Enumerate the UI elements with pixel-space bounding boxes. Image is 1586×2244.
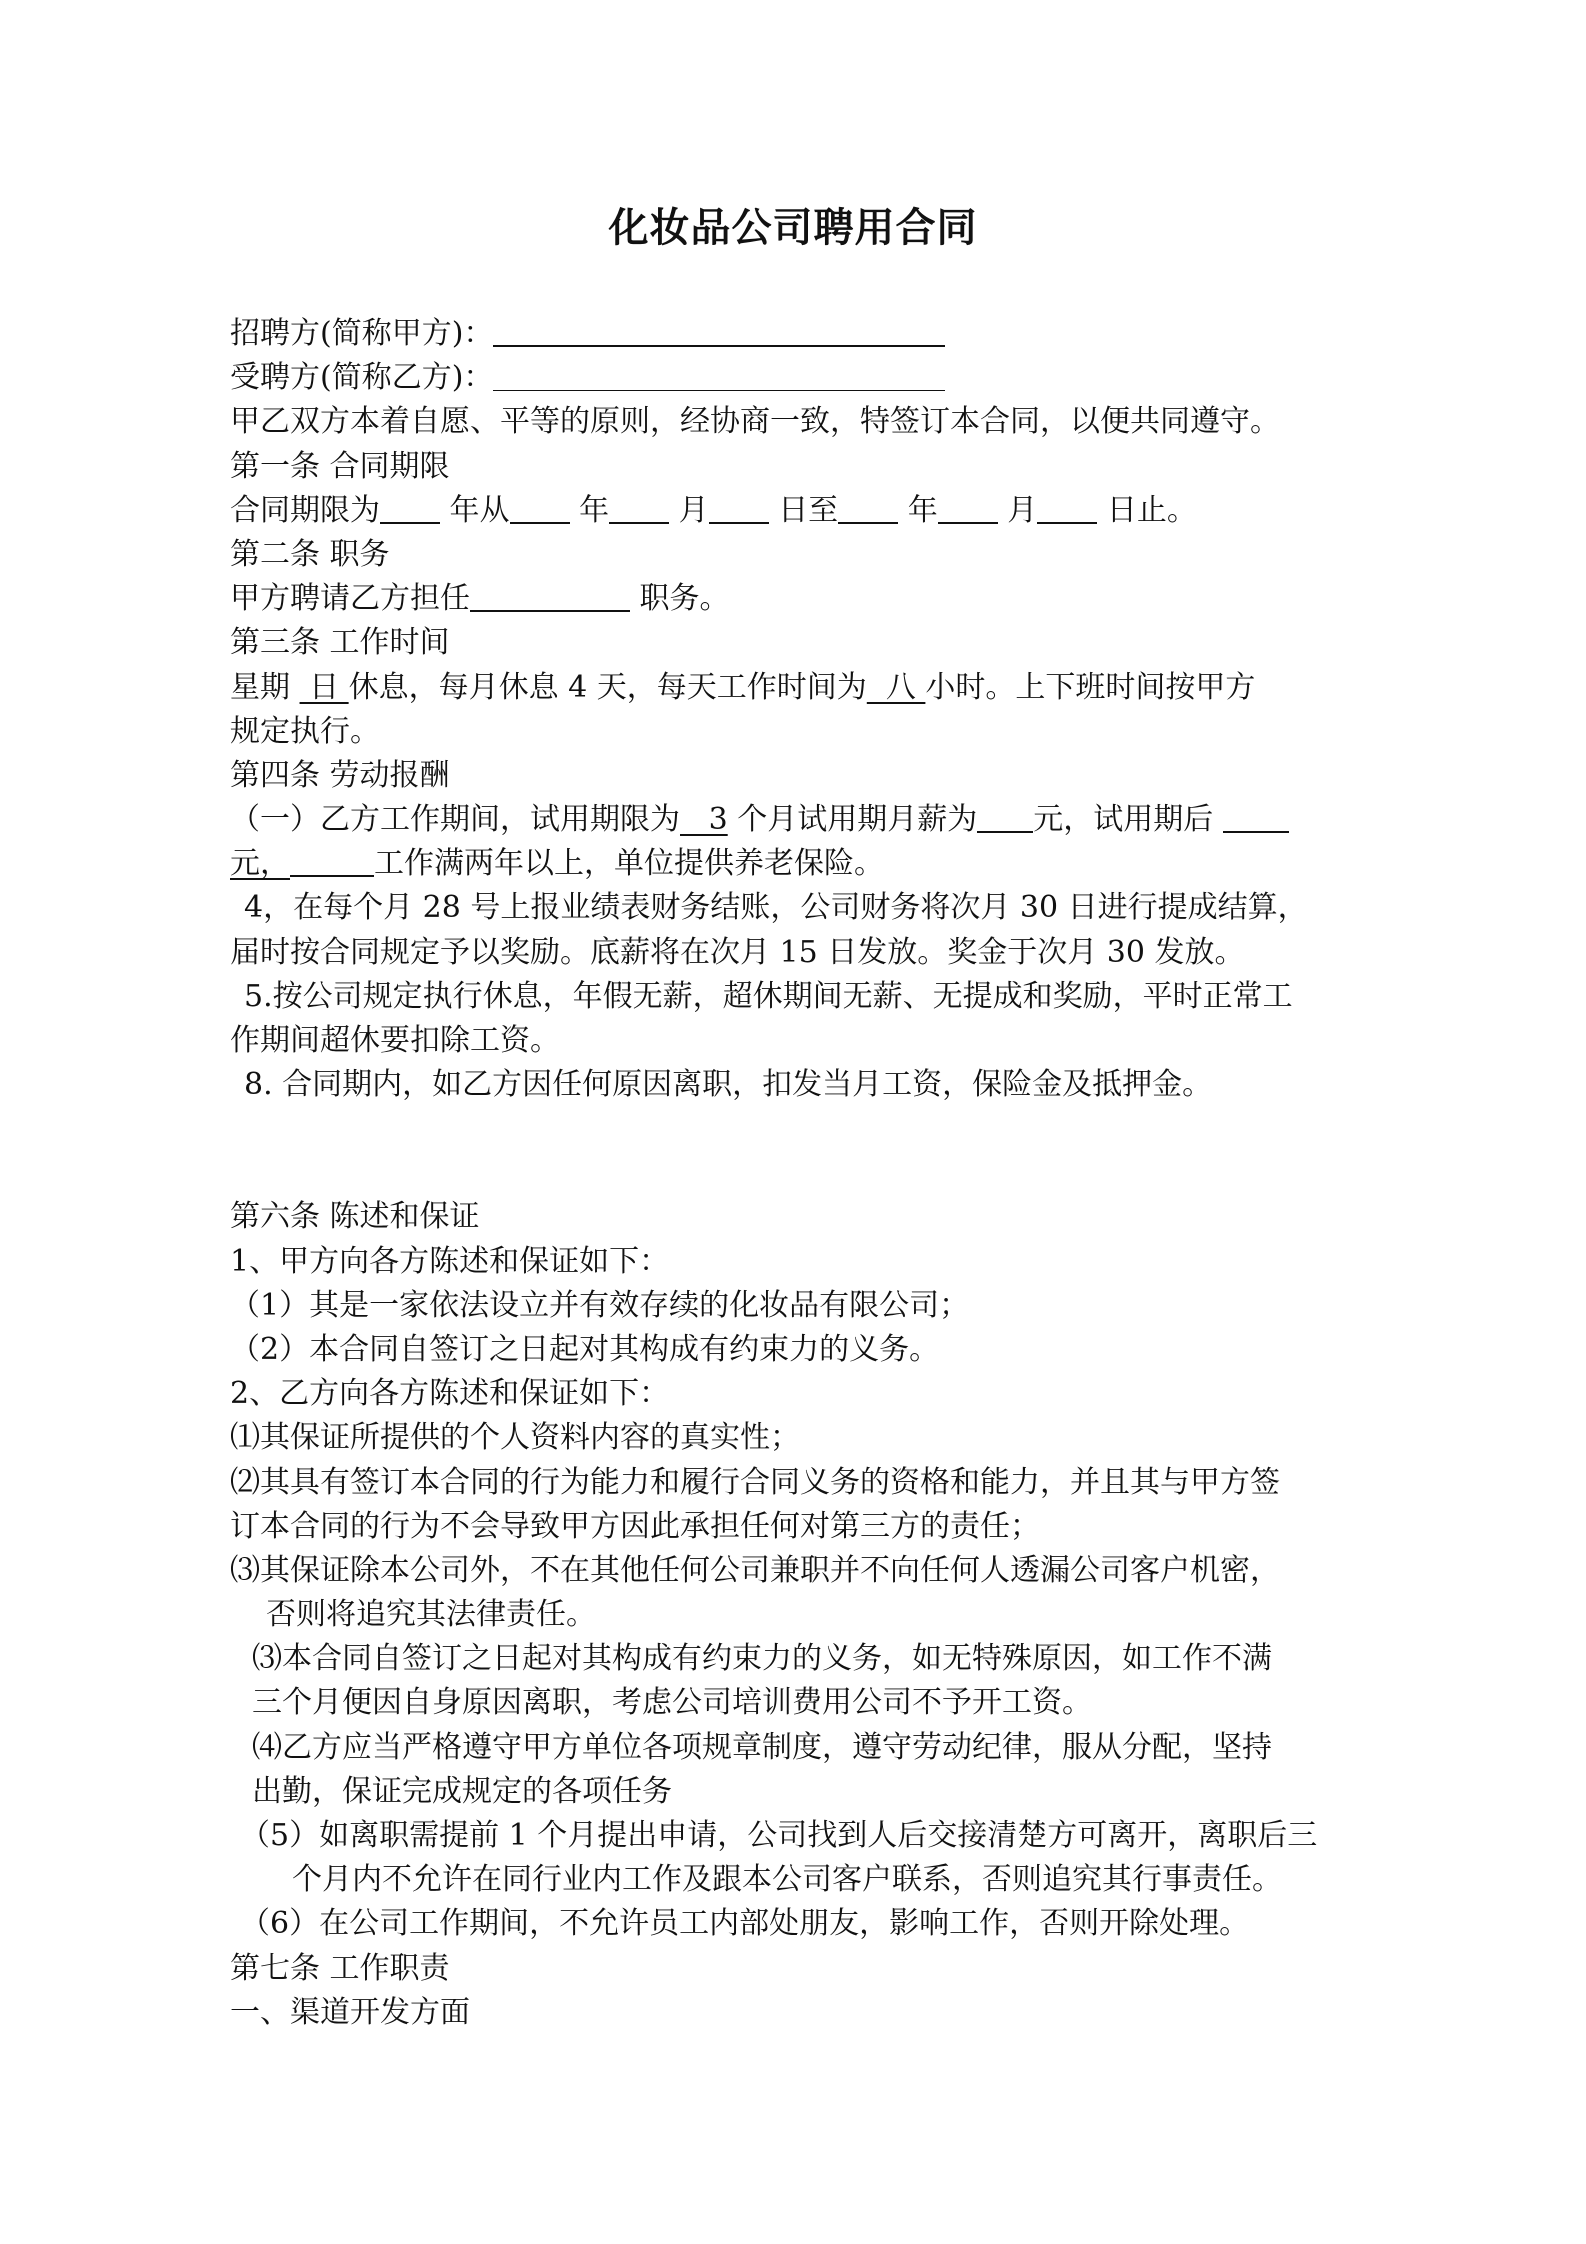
term-text-6: 年 [907, 492, 938, 528]
article-1-term-line [230, 489, 1370, 533]
position-text-1: 甲方聘请乙方担任 [230, 581, 470, 617]
article-4-salary-line-1 [230, 798, 1370, 842]
party-a-blank [493, 315, 945, 347]
article-4-item-4-line-2: 届时按合同规定予以奖励。底薪将在次月 15 日发放。奖金于次月 30 发放。 [230, 934, 1245, 970]
article-6-party-a-intro: 1、甲方向各方陈述和保证如下： [230, 1243, 670, 1279]
article-6-party-b-item-2-line-2: 订本合同的行为不会导致甲方因此承担任何对第三方的责任； [230, 1508, 1040, 1544]
party-b-label: 受聘方(简称乙方)： [230, 360, 494, 396]
article-4-heading: 第四条 劳动报酬 [230, 757, 450, 793]
term-blank-end-month [938, 492, 998, 524]
term-blank-start-year [510, 492, 570, 524]
salary-text-3: 元，试用期后 [1033, 802, 1223, 838]
salary-text-4: 元， [230, 846, 290, 882]
position-text-2: 职务。 [639, 581, 730, 617]
article-6-party-b-item-3-line-2: 否则将追究其法律责任。 [266, 1597, 596, 1633]
term-blank-start-month [609, 492, 669, 524]
party-a-label: 招聘方(简称甲方)： [230, 316, 494, 351]
contract-body [230, 312, 1370, 2035]
term-text-3: 年 [579, 492, 610, 528]
salary-text-1: （一）乙方工作期间，试用期限为 [230, 802, 680, 838]
trial-months-value: 3 [680, 802, 728, 838]
article-6-party-b-item-3b-line-2: 三个月便因自身原因离职，考虑公司培训费用公司不予开工资。 [252, 1685, 1092, 1721]
article-4-salary-line-2 [230, 842, 1370, 886]
article-1-heading: 第一条 合同期限 [230, 448, 450, 484]
article-6-heading: 第六条 陈述和保证 [230, 1199, 480, 1235]
term-blank-end-year [838, 492, 898, 524]
article-6-party-b-item-5-line-2: 个月内不允许在同行业内工作及跟本公司客户联系，否则追究其行事责任。 [292, 1862, 1282, 1898]
term-text-5: 日至 [778, 492, 839, 528]
intro-paragraph: 甲乙双方本着自愿、平等的原则，经协商一致，特签订本合同，以便共同遵守。 [230, 404, 1280, 440]
term-text-2: 年从 [449, 492, 510, 528]
trial-salary-blank [977, 801, 1033, 833]
blank-gap [230, 1107, 1370, 1195]
term-blank-end-day [1037, 492, 1097, 524]
term-text-8: 日止。 [1106, 492, 1197, 528]
article-4-item-5-line-1: 5.按公司规定执行休息，年假无薪，超休期间无薪、无提成和奖励，平时正常工 [244, 978, 1293, 1014]
salary-text-2: 个月试用期月薪为 [727, 802, 978, 838]
article-6-party-b-item-1: ⑴其保证所提供的个人资料内容的真实性； [230, 1420, 800, 1456]
term-blank-years [380, 492, 440, 524]
hours-text-2: 休息，每月休息 4 天，每天工作时间为 [348, 669, 867, 705]
post-trial-salary-blank [1223, 801, 1289, 833]
article-6-party-b-item-2-line-1: ⑵其具有签订本合同的行为能力和履行合同义务的资格和能力，并且其与甲方签 [230, 1464, 1280, 1500]
article-6-party-b-intro: 2、乙方向各方陈述和保证如下： [230, 1376, 670, 1412]
article-7-section-1: 一、渠道开发方面 [230, 1994, 470, 2030]
article-4-item-8: 8. 合同期内，如乙方因任何原因离职，扣发当月工资，保险金及抵押金。 [244, 1067, 1213, 1103]
term-text-4: 月 [678, 492, 709, 528]
article-2-heading: 第二条 职务 [230, 536, 390, 572]
hours-text-3: 小时。上下班时间按甲方 [925, 669, 1256, 705]
article-3-heading: 第三条 工作时间 [230, 625, 450, 661]
article-3-hours-line [230, 666, 1370, 710]
article-7-heading: 第七条 工作职责 [230, 1950, 450, 1986]
article-6-party-b-item-4-line-2: 出勤，保证完成规定的各项任务 [252, 1773, 672, 1809]
salary-text-5: 工作满两年以上，单位提供养老保险。 [374, 846, 884, 882]
rest-day-value: 日 [299, 669, 349, 705]
term-blank-start-day [709, 492, 769, 524]
article-6-party-b-item-5-line-1: （5）如离职需提前 1 个月提出申请，公司找到人后交接清楚方可离开，离职后三 [240, 1818, 1318, 1853]
hours-text-1: 星期 [230, 669, 300, 705]
term-text-1: 合同期限为 [230, 492, 380, 528]
article-6-party-b-item-4-line-1: ⑷乙方应当严格遵守甲方单位各项规章制度，遵守劳动纪律，服从分配，坚持 [252, 1729, 1272, 1765]
term-text-7: 月 [1007, 492, 1038, 528]
position-blank [470, 580, 630, 612]
article-3-hours-line-2: 规定执行。 [230, 713, 380, 749]
document-title: 化妆品公司聘用合同 [608, 204, 978, 251]
article-6-party-b-item-3b-line-1: ⑶本合同自签订之日起对其构成有约束力的义务，如无特殊原因，如工作不满 [252, 1641, 1272, 1677]
article-6-party-a-item-2: （2）本合同自签订之日起对其构成有约束力的义务。 [230, 1331, 940, 1367]
article-2-position-line [230, 577, 1370, 621]
salary-extra-blank [290, 845, 374, 877]
article-4-item-4-line-1: 4，在每个月 28 号上报业绩表财务结账，公司财务将次月 30 日进行提成结算， [244, 890, 1308, 926]
article-6-party-a-item-1: （1）其是一家依法设立并有效存续的化妆品有限公司； [230, 1287, 970, 1323]
daily-hours-value: 八 [866, 669, 926, 705]
article-4-item-5-line-2: 作期间超休要扣除工资。 [230, 1023, 560, 1058]
party-b-blank [493, 360, 945, 391]
party-b-line [230, 356, 1370, 400]
party-a-line [230, 312, 1370, 356]
article-6-party-b-item-6: （6）在公司工作期间，不允许员工内部处朋友，影响工作，否则开除处理。 [240, 1906, 1250, 1942]
article-6-party-b-item-3-line-1: ⑶其保证除本公司外，不在其他任何公司兼职并不向任何人透漏公司客户机密， [230, 1552, 1280, 1588]
